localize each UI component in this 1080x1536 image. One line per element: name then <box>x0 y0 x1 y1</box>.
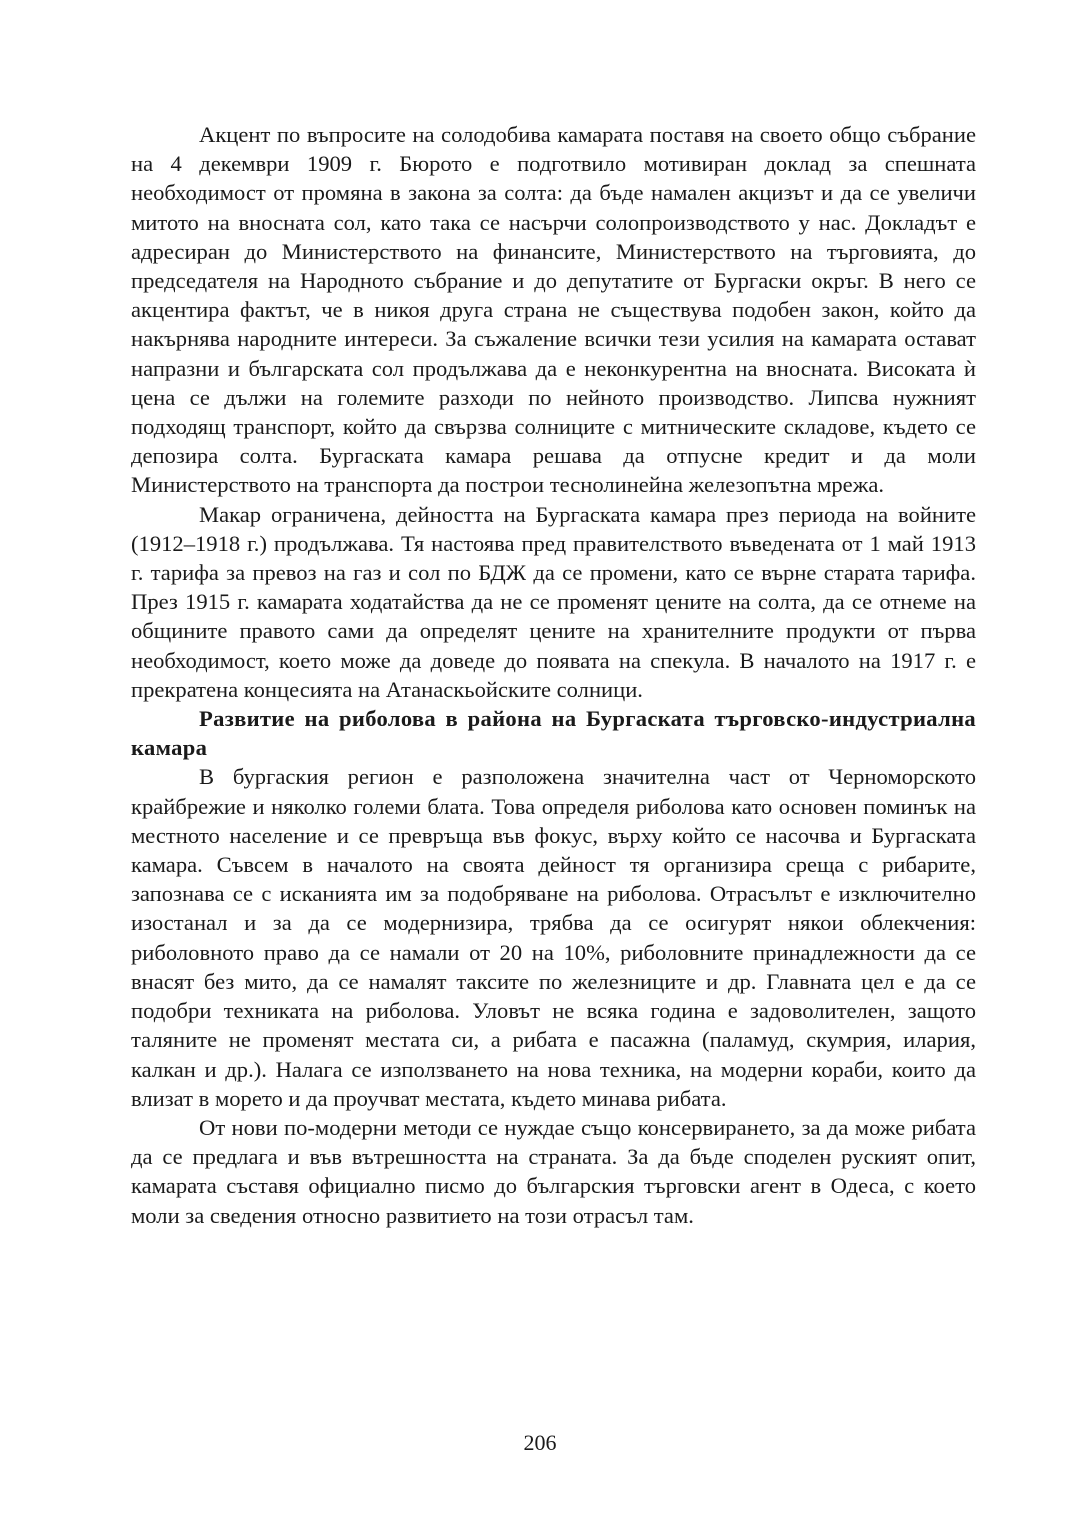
section-heading: Развитие на риболова в района на Бургаската търговско-индустриална камара <box>131 706 976 761</box>
paragraph-salt-production: Акцент по въпросите на солодобива камарата поставя на своето общо събрание на 4 декември 1909 г. Бюрото е подготвило мотивиран доклад за спешната необходимост от промяна в закона за солта: да бъде намален акцизът и да се увеличи митото на вносната сол, като така се насърчи солопроизводството у нас. Докладът е адресиран до Министерството на финансите, Министерството на търговията, до председателя на Народното събрание и до депутатите от Бургаски окръг. В него се акцентира фактът, че в никоя друга страна не съществува подобен закон, който да накърнява народните интереси. За съжаление всички тези усилия на камарата остават напразни и българската сол продължава да е неконкурентна на вносната. Високата ѝ цена се дължи на големите разходи по нейното производство. Липсва нужният подходящ транспорт, който да свързва солниците с митническите складове, където се депозира солта. Бургаската камара решава да отпусне кредит и да моли Министерството на транспорта да построи теснолинейна железопътна мрежа. <box>131 122 976 498</box>
paragraph-canning: От нови по-модерни методи се нуждае също консервирането, за да може рибата да се предлага и във вътрешността на страната. За да бъде споделен руският опит, камарата съставя официално писмо до българския търговски агент в Одеса, с което моли за сведения относно развитието на този отрасъл там. <box>131 1114 976 1228</box>
paragraph-fishing: В бургаския регион е разположена значителна част от Черноморското крайбрежие и няколко големи блата. Това определя риболова като основен поминък на местното население и се превръща във фокус, върху който се насочва и Бургаската камара. Съвсем в началото на своята дейност тя организира среща с рибарите, запознава се с исканията им за подобряване на риболова. Отрасълът е изключително изостанал и за да се модернизира, трябва да се осигурят някои облекчения: риболовното право да се намали от 20 на 10%, риболовните принадлежности да се внасят без мито, да се намалят таксите по железниците и др. Главната цел е да се подобри техниката на риболова. Уловът не всяка година е задоволителен, защото таляните не променят местата си, а рибата е пасажна (паламуд, скумрия, илария, калкан и др.). Налага се използването на нова техника, на модерни кораби, които да влизат в морето и да проучват местата, където минава рибата. <box>131 764 976 1111</box>
paragraph-war-period: Макар ограничена, дейността на Бургаската камара през периода на войните (1912–1918 г.) продължава. Тя настоява пред правителството въведената от 1 май 1913 г. тарифа за превоз на газ и сол по БДЖ да се промени, като се върне старата тарифа. През 1915 г. камарата ходатайства да не се променят цените на солта, да се отнеме на общините правото сами да определят цените на хранителните продукти от първа необходимост, което може да доведе до появата на спекула. В началото на 1917 г. е прекратена концесията на Атанаскьойските солници. <box>131 501 976 702</box>
page-number: 206 <box>523 1430 557 1455</box>
body-text <box>131 120 976 1230</box>
